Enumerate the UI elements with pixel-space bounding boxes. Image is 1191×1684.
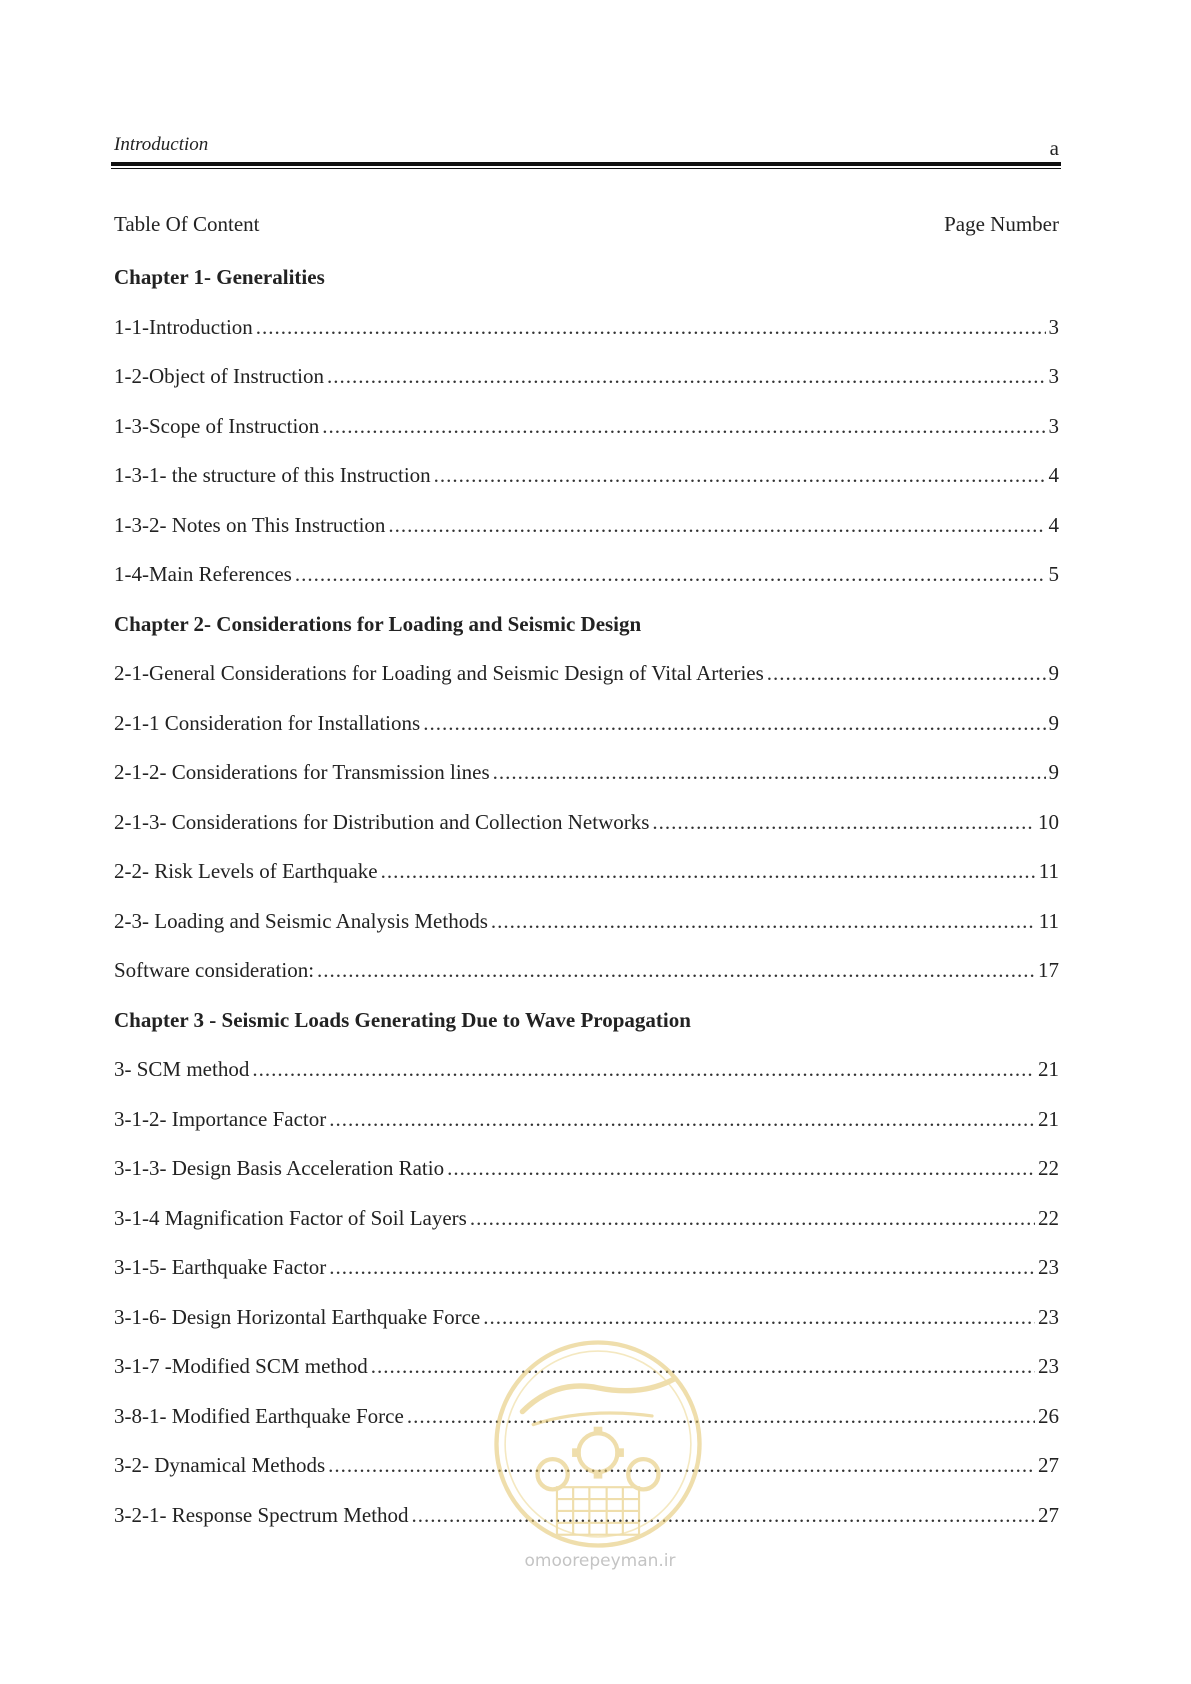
toc-chapter-heading	[114, 1005, 1059, 1055]
toc-dot-leader	[493, 757, 1046, 787]
toc-entry	[114, 1203, 1059, 1253]
toc-entry	[114, 559, 1059, 609]
toc-entry	[114, 1351, 1059, 1401]
toc-dot-leader	[470, 1203, 1035, 1233]
toc-entry	[114, 1401, 1059, 1451]
toc-entry	[114, 1104, 1059, 1154]
toc-entry-title: 1-3-Scope of Instruction	[114, 413, 320, 438]
header-page-label: a	[1049, 136, 1059, 160]
toc-entry-title: 2-1-1 Consideration for Installations	[114, 710, 421, 735]
toc-entry	[114, 906, 1059, 956]
toc-right-heading: Page Number	[944, 212, 1059, 236]
toc-entry-page-number: 11	[1038, 908, 1059, 933]
toc-dot-leader	[327, 361, 1046, 391]
toc-entry	[114, 1500, 1059, 1550]
toc-dot-leader	[329, 1104, 1035, 1134]
toc-entry-page-number: 4	[1048, 463, 1059, 487]
watermark-site-text: omoorepeyman.ir	[524, 1551, 676, 1571]
toc-dot-leader	[317, 955, 1035, 985]
toc-dot-leader	[767, 658, 1046, 688]
toc-list	[114, 262, 1059, 1549]
toc-entry-title: 1-4-Main References	[114, 562, 292, 586]
toc-entry	[114, 312, 1059, 362]
header-rule-thick	[111, 162, 1061, 166]
toc-entry	[114, 658, 1059, 708]
toc-entry-page-number: 5	[1048, 562, 1059, 586]
toc-chapter-heading	[114, 609, 1059, 659]
toc-dot-leader	[412, 1500, 1035, 1530]
toc-entry-page-number: 3	[1048, 364, 1059, 388]
toc-entry-page-number: 10	[1038, 809, 1059, 834]
toc-entry	[114, 510, 1059, 560]
toc-dot-leader	[322, 411, 1045, 441]
toc-entry-title: 3-8-1- Modified Earthquake Force	[114, 1403, 404, 1428]
toc-entry	[114, 460, 1059, 510]
toc-entry-title: Chapter 3 - Seismic Loads Generating Due to Wave Propagation	[114, 1007, 691, 1032]
toc-entry-title: 3-1-3- Design Basis Acceleration Ratio	[114, 1156, 445, 1180]
toc-dot-leader	[329, 1252, 1035, 1282]
toc-entry	[114, 807, 1059, 857]
toc-entry	[114, 1302, 1059, 1352]
toc-entry-page-number: 3	[1048, 413, 1059, 438]
toc-entry-page-number: 23	[1038, 1304, 1059, 1329]
toc-entry-title: 2-1-3- Considerations for Distribution and Collection Networks	[114, 809, 650, 834]
toc-entry-page-number: 22	[1038, 1156, 1059, 1180]
toc-entry	[114, 411, 1059, 461]
toc-entry-title: 2-1-2- Considerations for Transmission lines	[114, 760, 490, 784]
toc-entry-page-number: 11	[1038, 859, 1059, 883]
toc-entry	[114, 955, 1059, 1005]
toc-entry-page-number: 26	[1038, 1403, 1059, 1428]
toc-entry-title: 3-2-1- Response Spectrum Method	[114, 1502, 409, 1527]
toc-entry-title: 3-1-5- Earthquake Factor	[114, 1255, 327, 1279]
toc-dot-leader	[491, 906, 1036, 936]
toc-dot-leader	[328, 1450, 1035, 1480]
toc-entry-title: Chapter 2- Considerations for Loading and Seismic Design	[114, 611, 642, 636]
toc-entry-title: 1-1-Introduction	[114, 314, 253, 339]
toc-entry-title: 3-2- Dynamical Methods	[114, 1453, 326, 1477]
toc-dot-leader	[483, 1302, 1035, 1332]
toc-entry-page-number: 21	[1038, 1057, 1059, 1081]
toc-dot-leader	[652, 807, 1035, 837]
toc-entry-title: 1-2-Object of Instruction	[114, 364, 324, 388]
toc-dot-leader	[371, 1351, 1035, 1381]
toc-entry-page-number: 17	[1038, 958, 1059, 982]
toc-entry-page-number: 9	[1048, 710, 1059, 735]
toc-dot-leader	[407, 1401, 1035, 1431]
toc-entry	[114, 1450, 1059, 1500]
toc-entry-title: 2-2- Risk Levels of Earthquake	[114, 859, 378, 883]
toc-entry-title: Chapter 1- Generalities	[114, 265, 325, 289]
toc-entry	[114, 708, 1059, 758]
toc-entry-title: Software consideration:	[114, 958, 315, 982]
header-rule-thin	[111, 168, 1061, 169]
toc-entry	[114, 757, 1059, 807]
toc-entry-title: 3-1-4 Magnification Factor of Soil Layers	[114, 1205, 467, 1230]
toc-entry-page-number: 22	[1038, 1205, 1059, 1230]
header-section-title: Introduction	[114, 134, 209, 155]
toc-left-heading: Table Of Content	[114, 212, 260, 236]
toc-entry-title: 2-3- Loading and Seismic Analysis Methods	[114, 908, 488, 933]
toc-dot-leader	[295, 559, 1046, 589]
toc-entry-title: 3-1-6- Design Horizontal Earthquake Force	[114, 1304, 481, 1329]
toc-entry	[114, 1252, 1059, 1302]
toc-entry-page-number: 23	[1038, 1255, 1059, 1279]
toc-entry-title: 3-1-7 -Modified SCM method	[114, 1354, 368, 1378]
toc-dot-leader	[388, 510, 1045, 540]
toc-entry	[114, 1054, 1059, 1104]
toc-entry-page-number: 21	[1038, 1106, 1059, 1131]
toc-chapter-heading	[114, 262, 1059, 312]
toc-dot-leader	[447, 1153, 1035, 1183]
toc-dot-leader	[423, 708, 1045, 738]
toc-entry-title: 2-1-General Considerations for Loading and Seismic Design of Vital Arteries	[114, 661, 764, 685]
toc-entry-page-number: 4	[1048, 512, 1059, 537]
toc-entry-title: 3-1-2- Importance Factor	[114, 1106, 327, 1131]
toc-entry	[114, 1153, 1059, 1203]
toc-entry-title: 3- SCM method	[114, 1057, 250, 1081]
toc-entry-page-number: 27	[1038, 1453, 1059, 1477]
toc-dot-leader	[256, 312, 1046, 342]
toc-entry-title: 1-3-2- Notes on This Instruction	[114, 512, 386, 537]
toc-entry-page-number: 9	[1048, 760, 1059, 784]
toc-entry-page-number: 23	[1038, 1354, 1059, 1378]
toc-heading-row	[114, 212, 1059, 242]
toc-entry-page-number: 3	[1048, 314, 1059, 339]
toc-dot-leader	[252, 1054, 1035, 1084]
running-header	[114, 134, 1059, 160]
toc-entry-page-number: 27	[1038, 1502, 1059, 1527]
toc-entry	[114, 361, 1059, 411]
toc-entry	[114, 856, 1059, 906]
toc-dot-leader	[381, 856, 1036, 886]
toc-dot-leader	[434, 460, 1046, 490]
toc-entry-page-number: 9	[1048, 661, 1059, 685]
toc-entry-title: 1-3-1- the structure of this Instruction	[114, 463, 431, 487]
